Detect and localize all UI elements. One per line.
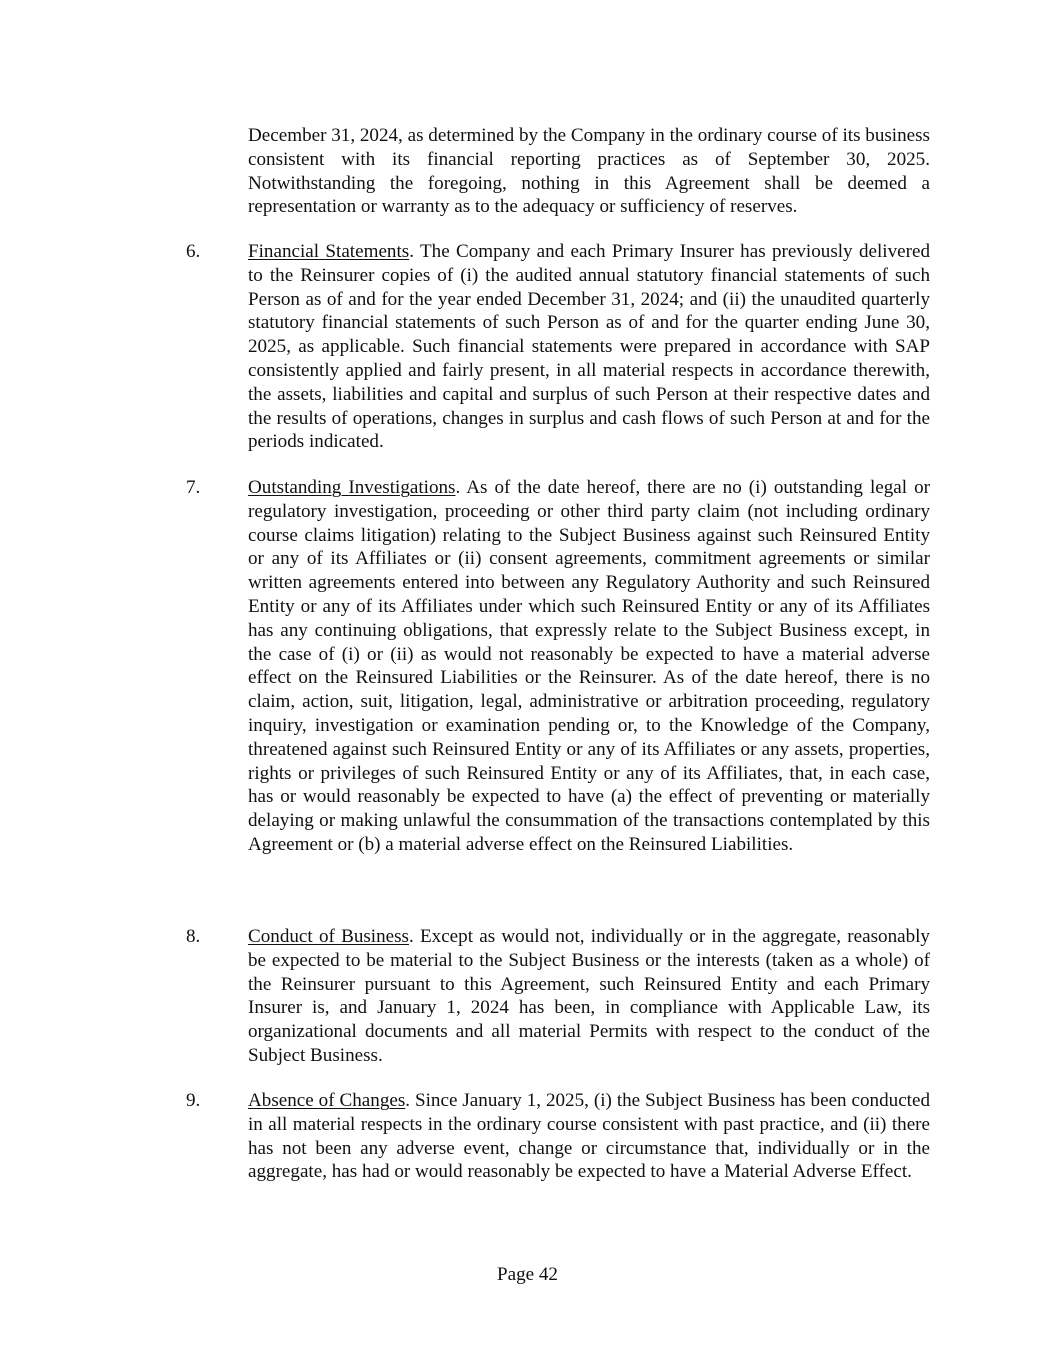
section-heading: Outstanding Investigations bbox=[248, 477, 456, 498]
continuation-paragraph: December 31, 2024, as determined by the Company in the ordinary course of its business consistent with its financial reporting practices as of September 30, 2025. Notwithstanding the foregoing, nothing in this Agreement shall be deemed a representation or warranty as to the adequacy or sufficiency of reserves. bbox=[248, 125, 930, 218]
section-number: 6. bbox=[186, 241, 201, 262]
section-6-paragraph bbox=[248, 240, 930, 454]
section-heading: Conduct of Business bbox=[248, 926, 409, 947]
section-9-paragraph bbox=[248, 1089, 930, 1184]
section-number: 7. bbox=[186, 477, 201, 498]
section-body: . Since January 1, 2025, (i) the Subject Business has been conducted in all material respects in the ordinary course consistent with past practice, and (ii) there has not been any adverse event, change or circumstance that, individually or in the aggregate, has had or would reasonably be expected to have a Material Adverse Effect. bbox=[248, 1090, 931, 1183]
section-body: . The Company and each Primary Insurer has previously delivered to the Reinsurer copies of (i) the audited annual statutory financial statements of such Person as of and for the year ended December 31, 2024; and (ii) the unaudited quarterly statutory financial statements of such Person as of and for the quarter ending June 30, 2025, as applicable. Such financial statements were prepared in accordance with SAP consistently applied and fairly present, in all material respects in accordance therewith, the assets, liabilities and capital and surplus of such Person at their respective dates and the results of operations, changes in surplus and cash flows of such Person at and for the periods indicated. bbox=[248, 241, 930, 453]
section-heading: Absence of Changes bbox=[248, 1090, 406, 1111]
section-number: 9. bbox=[186, 1090, 201, 1111]
section-number: 8. bbox=[186, 926, 201, 947]
section-8-paragraph bbox=[248, 925, 930, 1068]
section-7-paragraph bbox=[248, 476, 930, 857]
section-heading: Financial Statements bbox=[248, 241, 410, 262]
page-number: Page 42 bbox=[497, 1264, 558, 1285]
section-body: . As of the date hereof, there are no (i) outstanding legal or regulatory investigation, proceeding or other third party claim (not including ordinary course claims litigation) relating to the Subject Business against such Reinsured Entity or any of its Affiliates or (ii) consent agreements, commitment agreements or similar written agreements entered into between any Regulatory Authority and such Reinsured Entity or any of its Affiliates under which such Reinsured Entity or any of its Affiliates has any continuing obligations, that expressly relate to the Subject Business except, in the case of (i) or (ii) as would not reasonably be expected to have a material adverse effect on the Reinsured Liabilities or the Reinsurer. As of the date hereof, there is no claim, action, suit, litigation, legal, administrative or arbitration proceeding, regulatory inquiry, investigation or examination pending or, to the Knowledge of the Company, threatened against such Reinsured Entity or any of its Affiliates or any assets, properties, rights or privileges of such Reinsured Entity or any of its Affiliates, that, in each case, has or would reasonably be expected to have (a) the effect of preventing or materially delaying or making unlawful the consummation of the transactions contemplated by this Agreement or (b) a material adverse effect on the Reinsured Liabilities. bbox=[248, 477, 930, 855]
section-body: . Except as would not, individually or in the aggregate, reasonably be expected to be material to the Subject Business or the interests (taken as a whole) of the Reinsurer pursuant to this Agreement, such Reinsured Entity and each Primary Insurer is, and January 1, 2024 has been, in compliance with Applicable Law, its organizational documents and all material Permits with respect to the conduct of the Subject Business. bbox=[248, 926, 930, 1066]
